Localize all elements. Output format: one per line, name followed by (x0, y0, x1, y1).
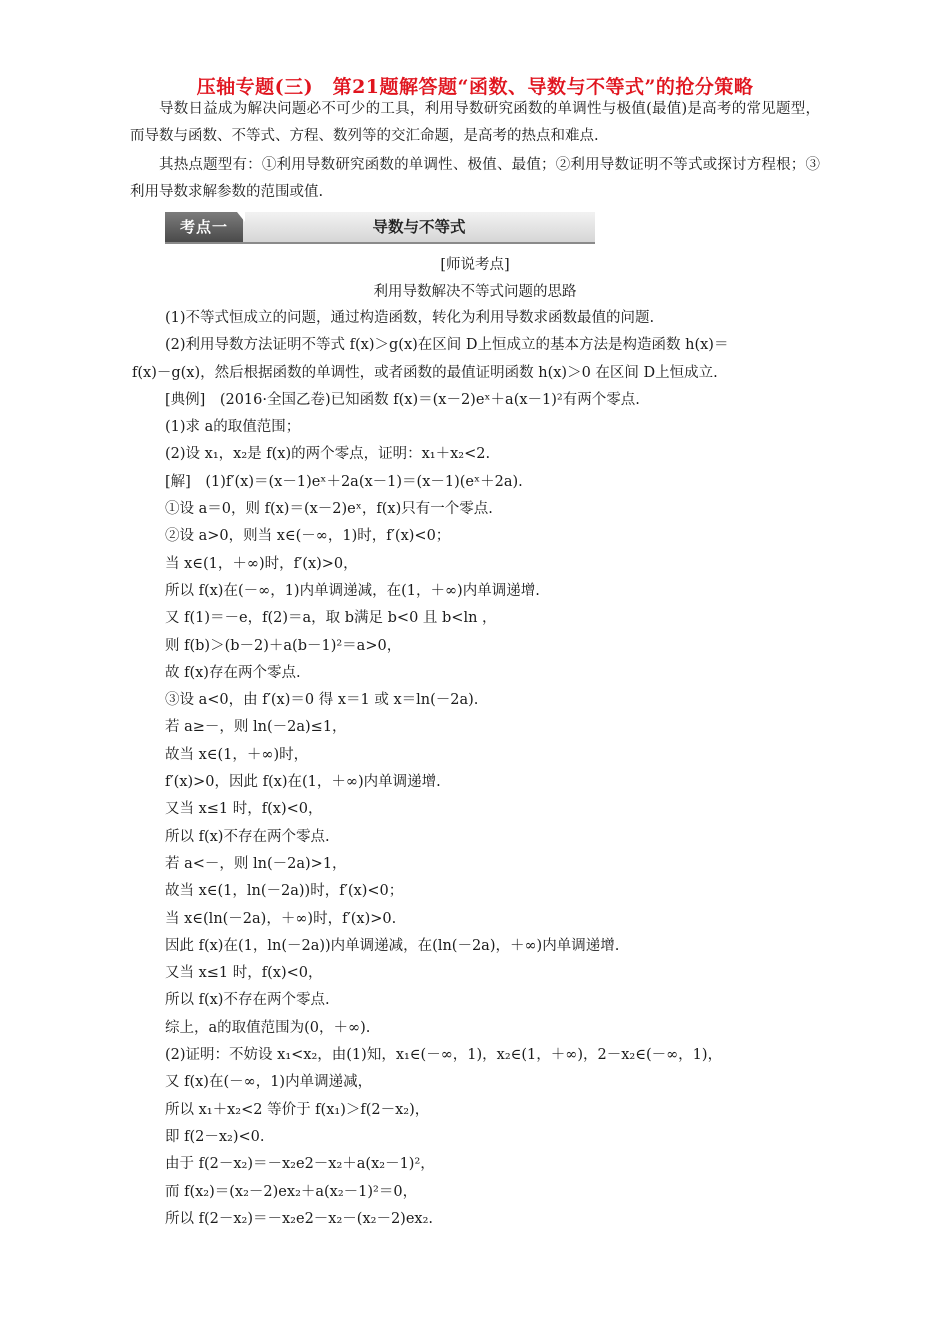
body-line: 即 f(2－x₂)<0. (165, 1128, 265, 1145)
body-line: 当 x∈(1，＋∞)时，f′(x)>0， (165, 555, 358, 572)
section-banner (165, 212, 595, 244)
body-line: ①设 a＝0，则 f(x)＝(x－2)eˣ，f(x)只有一个零点. (165, 501, 493, 518)
body-line: 而 f(x₂)＝(x₂－2)ex₂＋a(x₂－1)²＝0， (165, 1183, 418, 1200)
body-line: 故 f(x)存在两个零点. (165, 664, 301, 681)
body-line: 若 a<－，则 ln(－2a)>1， (165, 855, 347, 872)
body-line: (1)不等式恒成立的问题，通过构造函数，转化为利用导数求函数最值的问题. (165, 310, 655, 326)
body-line: 故当 x∈(1，ln(－2a))时，f′(x)<0； (165, 883, 404, 900)
body-line: 所以 x₁＋x₂<2 等价于 f(x₁)＞f(2－x₂)， (165, 1101, 430, 1118)
body-line: 所以 f(x)不存在两个零点. (165, 992, 330, 1009)
body-line: (2)证明：不妨设 x₁<x₂，由(1)知，x₁∈(－∞，1)，x₂∈(1，＋∞)，2－x₂∈(－∞，1)， (165, 1047, 723, 1064)
intro-section (130, 96, 820, 206)
body-line: 故当 x∈(1，＋∞)时， (165, 746, 309, 763)
body-line: 又当 x≤1 时，f(x)<0， (165, 965, 323, 982)
section-title: 导数与不等式 (372, 218, 466, 236)
body-line: (1)求 a的取值范围； (165, 419, 301, 436)
body-line: 所以 f(2－x₂)＝－x₂e2－x₂－(x₂－2)ex₂. (165, 1210, 434, 1227)
body-line: 又 f(1)＝－e，f(2)＝a，取 b满足 b<0 且 b<ln ， (165, 610, 497, 627)
body-line: [典例] (2016·全国乙卷)已知函数 f(x)＝(x－2)eˣ＋a(x－1)²有两个零点. (165, 391, 640, 408)
section-tag: 考点一 (165, 212, 243, 242)
teacher-label: [师说考点] (440, 257, 510, 273)
body-line: [解] (1)f′(x)＝(x－1)eˣ＋2a(x－1)＝(x－1)(eˣ＋2a). (165, 473, 523, 490)
body-line: 所以 f(x)在(－∞，1)内单调递减，在(1，＋∞)内单调递增. (165, 582, 540, 599)
intro-paragraph: 导数日益成为解决问题必不可少的工具，利用导数研究函数的单调性与极值(最值)是高考的常见题型，而导数与函数、不等式、方程、数列等的交汇命题，是高考的热点和难点. (130, 101, 820, 144)
subheading: 利用导数解决不等式问题的思路 (373, 284, 577, 300)
body-line: ②设 a>0，则当 x∈(－∞，1)时，f′(x)<0； (165, 528, 451, 545)
body-line: f(x)－g(x)，然后根据函数的单调性，或者函数的最值证明函数 h(x)＞0 在区间 D上恒成立. (132, 364, 718, 381)
body-line: 由于 f(2－x₂)＝－x₂e2－x₂＋a(x₂－1)²， (165, 1156, 435, 1173)
body-line: (2)设 x₁，x₂是 f(x)的两个零点，证明：x₁＋x₂<2. (165, 446, 491, 463)
body-line: (2)利用导数方法证明不等式 f(x)＞g(x)在区间 D上恒成立的基本方法是构造函数 h(x)＝ (165, 337, 729, 354)
body-line: 若 a≥－，则 ln(－2a)≤1， (165, 719, 347, 736)
body-line: 又 f(x)在(－∞，1)内单调递减， (165, 1074, 373, 1091)
body-line: f′(x)>0，因此 f(x)在(1，＋∞)内单调递增. (165, 774, 441, 791)
intro-paragraph: 其热点题型有：①利用导数研究函数的单调性、极值、最值；②利用导数证明不等式或探讨方程根；③利用导数求解参数的范围或值. (130, 157, 820, 200)
body-line: 则 f(b)＞(b－2)＋a(b－1)²＝a>0， (165, 637, 402, 654)
body-line: 又当 x≤1 时，f(x)<0， (165, 801, 323, 818)
body-line: 因此 f(x)在(1，ln(－2a))内单调递减，在(ln(－2a)，＋∞)内单调递增. (165, 937, 620, 954)
body-line: ③设 a<0，由 f′(x)＝0 得 x＝1 或 x＝ln(－2a). (165, 692, 479, 709)
solution-body (132, 305, 825, 1233)
body-line: 综上，a的取值范围为(0，＋∞). (165, 1019, 371, 1036)
page-title: 压轴专题(三) 第21题解答题“函数、导数与不等式”的抢分策略 (196, 76, 754, 98)
body-line: 当 x∈(ln(－2a)，＋∞)时，f′(x)>0. (165, 910, 397, 927)
body-line: 所以 f(x)不存在两个零点. (165, 828, 330, 845)
